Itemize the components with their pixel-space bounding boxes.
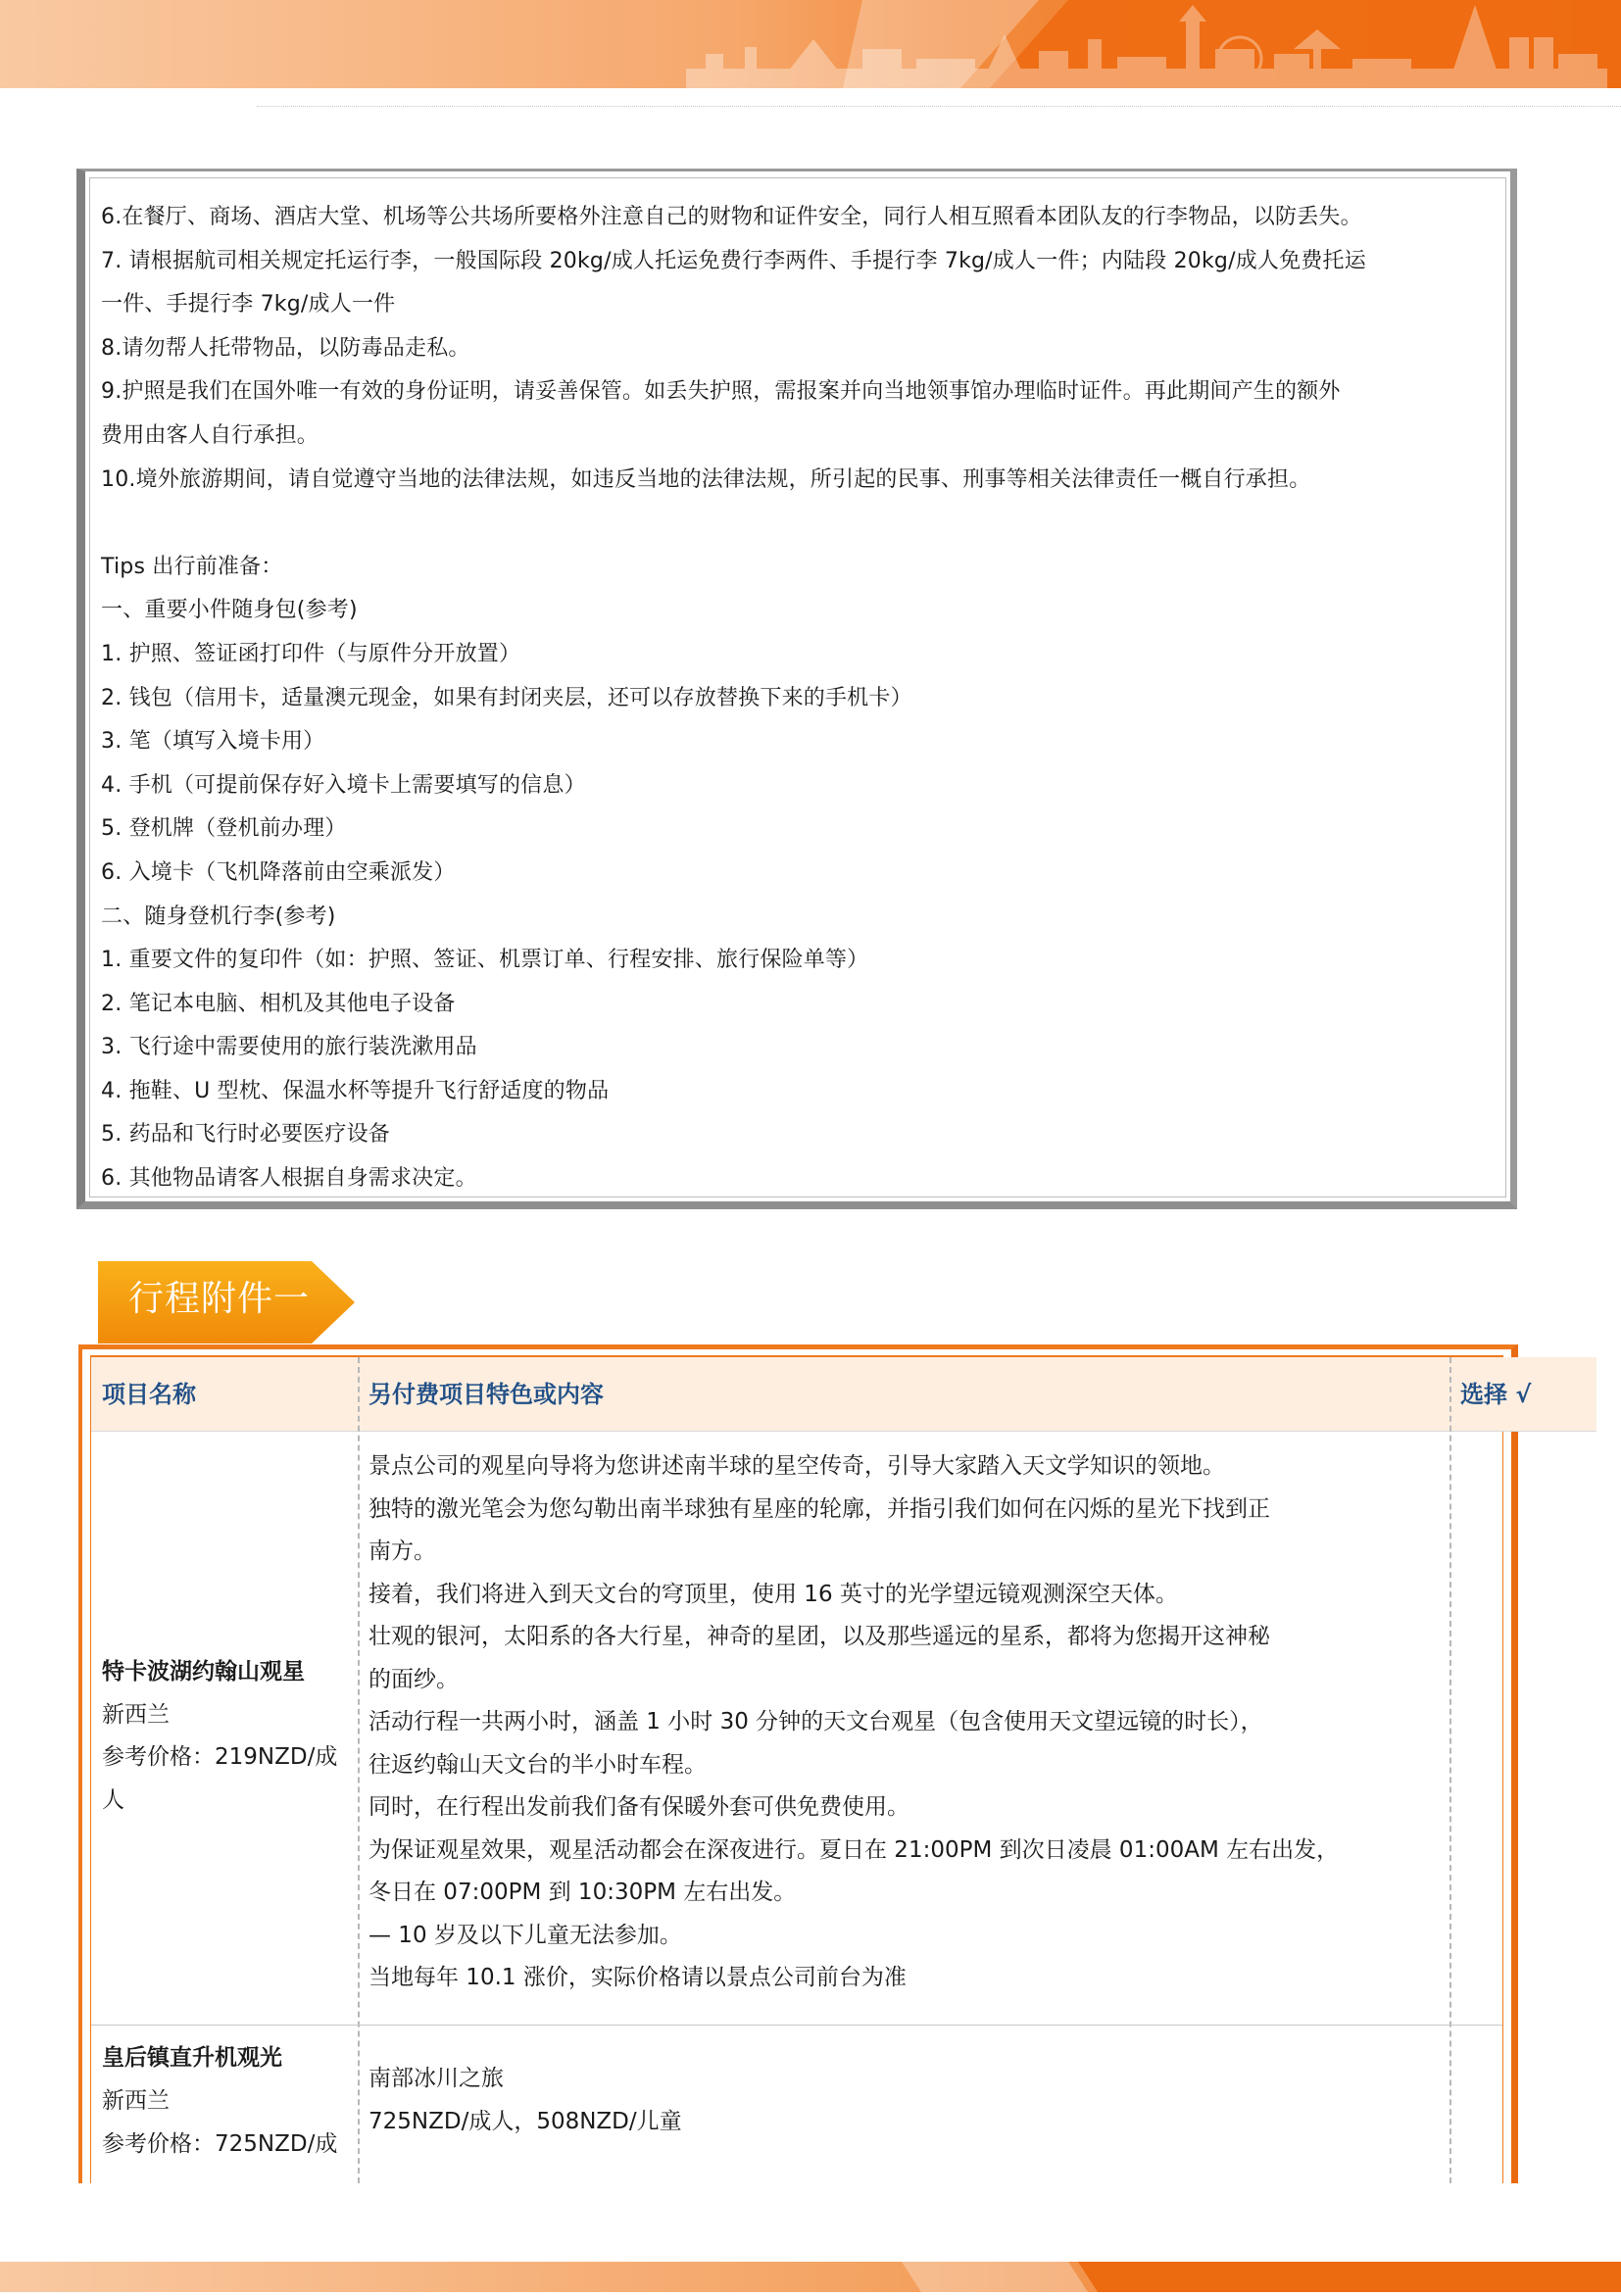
notes-line: 4. 手机（可提前保存好入境卡上需要填写的信息） [101, 772, 586, 798]
select-checkbox-cell[interactable] [1459, 2057, 1587, 2096]
desc-line: 独特的激光笔会为您勾勒出南半球独有星座的轮廓，并指引我们如何在闪烁的星光下找到正 [368, 1495, 1270, 1522]
notes-line: 二、随身登机行李(参考) [101, 904, 336, 929]
item-price: 参考价格：725NZD/成 [102, 2131, 338, 2157]
item-description-cell [368, 1445, 1437, 2000]
desc-line: 接着，我们将进入到天文台的穹顶里，使用 16 英寸的光学望远镜观测深空天体。 [368, 1581, 1178, 1607]
notes-line: 2. 钱包（信用卡，适量澳元现金，如果有封闭夹层，还可以存放替换下来的手机卡） [101, 685, 912, 710]
item-title: 皇后镇直升机观光 [102, 2045, 282, 2071]
item-description-cell [368, 2057, 1437, 2143]
notes-line: 一、重要小件随身包(参考) [101, 598, 358, 623]
notes-line: 7. 请根据航司相关规定托运行李，一般国际段 20kg/成人托运免费行李两件、手提行李 7kg/成人一件；内陆段 20kg/成人免费托运 [101, 248, 1366, 273]
notes-line: 10.境外旅游期间，请自觉遵守当地的法律法规，如违反当地的法律法规，所引起的民事、刑事等相关法律责任一概自行承担。 [101, 466, 1311, 492]
desc-line: 景点公司的观星向导将为您讲述南半球的星空传奇，引导大家踏入天文学知识的领地。 [368, 1453, 1225, 1479]
desc-line: 为保证观星效果，观星活动都会在深夜进行。夏日在 21:00PM 到次日凌晨 01:00AM 左右出发， [368, 1836, 1340, 1863]
notes-line: 9.护照是我们在国外唯一有效的身份证明，请妥善保管。如丢失护照，需报案并向当地领事馆办理临时证件。再此期间产生的额外 [101, 379, 1341, 405]
item-country: 新西兰 [102, 1701, 170, 1728]
notes-line: 6. 其他物品请客人根据自身需求决定。 [101, 1166, 477, 1192]
notes-blank-line [101, 502, 1492, 546]
section-title: 行程附件一 [128, 1279, 311, 1319]
notes-line: 4. 拖鞋、U 型枕、保温水杯等提升飞行舒适度的物品 [101, 1078, 610, 1103]
column-divider [358, 1357, 360, 2183]
optional-items-table [78, 1344, 1532, 2183]
notes-line: Tips 出行前准备： [101, 554, 283, 579]
notes-line: 2. 笔记本电脑、相机及其他电子设备 [101, 991, 456, 1016]
desc-line: 南部冰川之旅 [368, 2066, 504, 2091]
item-title: 特卡波湖约翰山观星 [102, 1659, 305, 1685]
column-divider [1449, 1357, 1451, 2183]
item-price-cont: 人 [102, 1786, 124, 1813]
skyline-banner-graphic [0, 0, 1621, 88]
notes-line: 5. 药品和飞行时必要医疗设备 [101, 1122, 390, 1148]
desc-line: 的面纱。 [368, 1666, 459, 1692]
desc-line: 往返约翰山天文台的半小时车程。 [368, 1751, 707, 1778]
notes-line: 3. 笔（填写入境卡用） [101, 729, 325, 755]
desc-line: 725NZD/成人，508NZD/儿童 [368, 2109, 682, 2134]
notes-line: 5. 登机牌（登机前办理） [101, 816, 347, 842]
footer-graphic [0, 2262, 1621, 2292]
notes-line: 6. 入境卡（飞机降落前由空乘派发） [101, 859, 456, 885]
page-header-banner [0, 0, 1621, 88]
notes-line: 1. 护照、签证函打印件（与原件分开放置） [101, 641, 521, 666]
desc-line: 壮观的银河，太阳系的各大行星，神奇的星团，以及那些遥远的星系，都将为您揭开这神秘 [368, 1624, 1270, 1649]
notes-line: 一件、手提行李 7kg/成人一件 [101, 292, 396, 318]
item-price: 参考价格：219NZD/成 [102, 1744, 338, 1770]
header-divider [257, 106, 1621, 107]
desc-line: 冬日在 07:00PM 到 10:30PM 左右出发。 [368, 1880, 797, 1905]
header-item-name: 项目名称 [91, 1357, 358, 1432]
header-item-desc: 另付费项目特色或内容 [358, 1357, 1449, 1432]
notes-line: 3. 飞行途中需要使用的旅行装洗漱用品 [101, 1035, 477, 1060]
select-checkbox-cell[interactable] [1459, 1455, 1587, 1494]
notes-line: 8.请勿帮人托带物品，以防毒品走私。 [101, 335, 470, 361]
section-heading-tag [98, 1261, 355, 1343]
notes-line: 6.在餐厅、商场、酒店大堂、机场等公共场所要格外注意自己的财物和证件安全，同行人相互照看本团队友的行李物品，以防丢失。 [101, 205, 1362, 229]
desc-line: — 10 岁及以下儿童无法参加。 [368, 1922, 682, 1948]
row-divider [91, 2025, 1502, 2026]
notes-line: 1. 重要文件的复印件（如：护照、签证、机票订单、行程安排、旅行保险单等） [101, 948, 869, 973]
header-select: 选择 √ [1449, 1357, 1596, 1432]
desc-line: 活动行程一共两小时，涵盖 1 小时 30 分钟的天文台观星（包含使用天文望远镜的时长）， [368, 1709, 1263, 1734]
travel-notes-box [76, 169, 1517, 1209]
desc-line: 当地每年 10.1 涨价，实际价格请以景点公司前台为准 [368, 1965, 907, 1990]
desc-line: 南方。 [368, 1539, 436, 1564]
page-footer-bar [0, 2262, 1621, 2292]
item-name-cell [102, 2036, 355, 2166]
desc-line: 同时，在行程出发前我们备有保暖外套可供免费使用。 [368, 1794, 909, 1820]
notes-line: 费用由客人自行承担。 [101, 422, 319, 448]
item-country: 新西兰 [102, 2088, 170, 2114]
item-name-cell [102, 1651, 355, 1822]
